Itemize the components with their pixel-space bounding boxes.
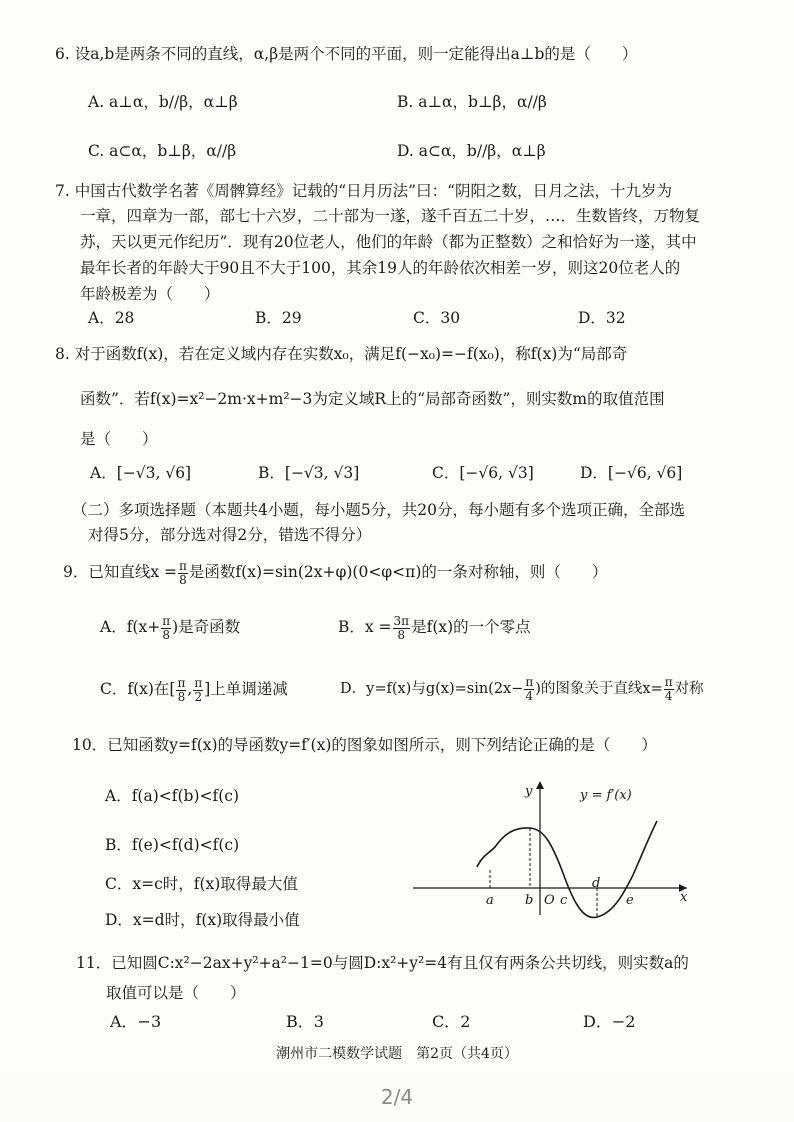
q9-a-fraction (161, 615, 171, 642)
section2-line-2: 对得5分，部分选对得2分，错选不得分） (88, 526, 372, 544)
q9-c-fraction-1 (176, 677, 186, 704)
q7-line-1: 7. 中国古代数学名著《周髀算经》记载的“日月历法”曰：“阴阳之数，日月之法，十九岁为 (55, 182, 672, 200)
y-axis-arrow-icon (536, 781, 544, 789)
q9-c-num-2: π (194, 675, 203, 690)
graph-label-d: d (592, 876, 601, 891)
q9-d-fraction-1 (524, 676, 534, 703)
q7-option-d: D．32 (578, 309, 626, 327)
q9-a-den: 8 (162, 627, 170, 642)
q11-option-c: C．2 (432, 1012, 471, 1031)
q6-option-c: C. a⊂α，b⊥β，α//β (88, 142, 237, 160)
q9-fraction-num: π (179, 558, 187, 573)
q6-option-a: A. a⊥α，b//β，α⊥β (88, 93, 238, 111)
q9-c-num-1: π (177, 675, 186, 690)
q7-line-4: 最年长者的年龄大于90且不大于100，其余19人的年龄依次相差一岁，则这20位老人的 (80, 259, 681, 277)
q11-option-a: A．−3 (110, 1012, 162, 1031)
q9-c-sep: , (187, 680, 193, 698)
q9-d-den-2: 4 (664, 688, 673, 703)
q11-line-2: 取值可以是（ ） (106, 984, 246, 1002)
q8-option-c: C．[−√6, √3] (432, 464, 534, 482)
derivative-graph (405, 775, 695, 920)
q10-option-a: A．f(a)<f(b)<f(c) (105, 787, 240, 805)
q8-line-3: 是（ ） (80, 430, 158, 448)
q7-line-3: 苏，天以更元作纪历”．现有20位老人，他们的年龄（都为正整数）之和恰好为一遂，其中 (80, 233, 697, 251)
q9-a-post: )是奇函数 (172, 618, 241, 636)
q9-d-post: 对称 (674, 681, 704, 697)
q9-c-den-1: 8 (177, 689, 186, 704)
q6-stem: 6. 设a,b是两条不同的直线，α,β是两个不同的平面，则一定能得出a⊥b的是（ ） (55, 45, 638, 63)
q9-c-fraction-2 (193, 677, 203, 704)
page-footer: 潮州市二模数学试题 第2页（共4页） (276, 1046, 518, 1062)
q9-fraction-den: 8 (179, 572, 187, 587)
q10-stem: 10．已知函数y=f(x)的导函数y=f′(x)的图象如图所示，则下列结论正确的是（ ） (72, 736, 657, 754)
q9-c-post: ]上单调递减 (204, 680, 288, 698)
q8-line-1: 8. 对于函数f(x)，若在定义域内存在实数x₀，满足f(−x₀)=−f(x₀)，称f(x)为“局部奇 (55, 345, 628, 363)
q9-option-a (100, 610, 240, 644)
q9-b-num: 3π (393, 613, 410, 628)
q9-option-c (100, 672, 288, 706)
q9-fraction (178, 560, 188, 587)
q9-d-fraction-2 (664, 676, 674, 703)
q10-option-b: B．f(e)<f(d)<f(c) (105, 836, 240, 854)
graph-label-c: c (560, 893, 568, 908)
q8-option-a: A．[−√3, √6] (90, 464, 192, 482)
q9-a-num: π (162, 613, 171, 628)
graph-x-label: x (680, 890, 688, 905)
graph-label-e: e (626, 893, 634, 908)
q9-c-den-2: 2 (194, 689, 203, 704)
q9-d-num-2: π (664, 674, 673, 689)
q8-line-2: 函数”．若f(x)=x²−2m·x+m²−3为定义域R上的“局部奇函数”，则实数m的取值范围 (80, 390, 665, 408)
graph-label-b: b (525, 893, 534, 908)
q9-option-b (338, 610, 531, 644)
q9-d-pre: D．y=f(x)与g(x)=sin(2x− (340, 681, 524, 697)
q6-option-b: B. a⊥α，b⊥β，α//β (397, 93, 547, 111)
q9-option-d (340, 672, 704, 706)
q9-d-den-1: 4 (525, 688, 534, 703)
q9-b-fraction (393, 615, 411, 642)
q8-option-d: D．[−√6, √6] (580, 464, 683, 482)
q9-b-den: 8 (397, 627, 406, 642)
q7-option-c: C．30 (413, 309, 461, 327)
q9-b-pre: B．x = (338, 618, 392, 636)
graph-y-label: y (525, 784, 533, 799)
q9-stem-pre: 9．已知直线x = (63, 563, 178, 581)
page-indicator: 2/4 (380, 1085, 414, 1109)
q7-option-b: B．29 (255, 309, 302, 327)
q9-c-pre: C．f(x)在[ (100, 680, 176, 698)
q10-option-d: D．x=d时，f(x)取得最小值 (105, 911, 300, 929)
graph-title: y = f′(x) (580, 788, 632, 803)
q9-a-pre: A．f(x+ (100, 618, 161, 636)
q9-d-num-1: π (525, 674, 534, 689)
q7-option-a: A．28 (88, 309, 135, 327)
q7-line-5: 年龄极差为（ ） (80, 285, 220, 303)
q9-d-mid: )的图象关于直线x= (535, 681, 663, 697)
q10-option-c: C．x=c时，f(x)取得最大值 (105, 875, 298, 893)
q8-option-b: B．[−√3, √3] (258, 464, 360, 482)
section2-line-1: （二）多项选择题（本题共4小题，每小题5分，共20分，每小题有多个选项正确，全部选 (72, 501, 685, 519)
q11-line-1: 11．已知圆C:x²−2ax+y²+a²−1=0与圆D:x²+y²=4有且仅有两条公共切线，则实数a的 (76, 954, 689, 972)
q7-line-2: 一章，四章为一部，部七十六岁，二十部为一遂，遂千百五二十岁，…．生数皆终，万物复 (80, 207, 701, 225)
q11-option-b: B．3 (286, 1012, 324, 1031)
q11-option-d: D．−2 (583, 1012, 636, 1031)
q9-stem (63, 555, 607, 589)
q6-option-d: D. a⊂α，b//β，α⊥β (397, 142, 546, 160)
graph-label-origin: O (544, 893, 555, 908)
graph-label-a: a (486, 893, 494, 908)
q9-stem-post: 是函数f(x)=sin(2x+φ)(0<φ<π)的一条对称轴，则（ ） (188, 563, 608, 581)
q9-b-post: 是f(x)的一个零点 (411, 618, 531, 636)
